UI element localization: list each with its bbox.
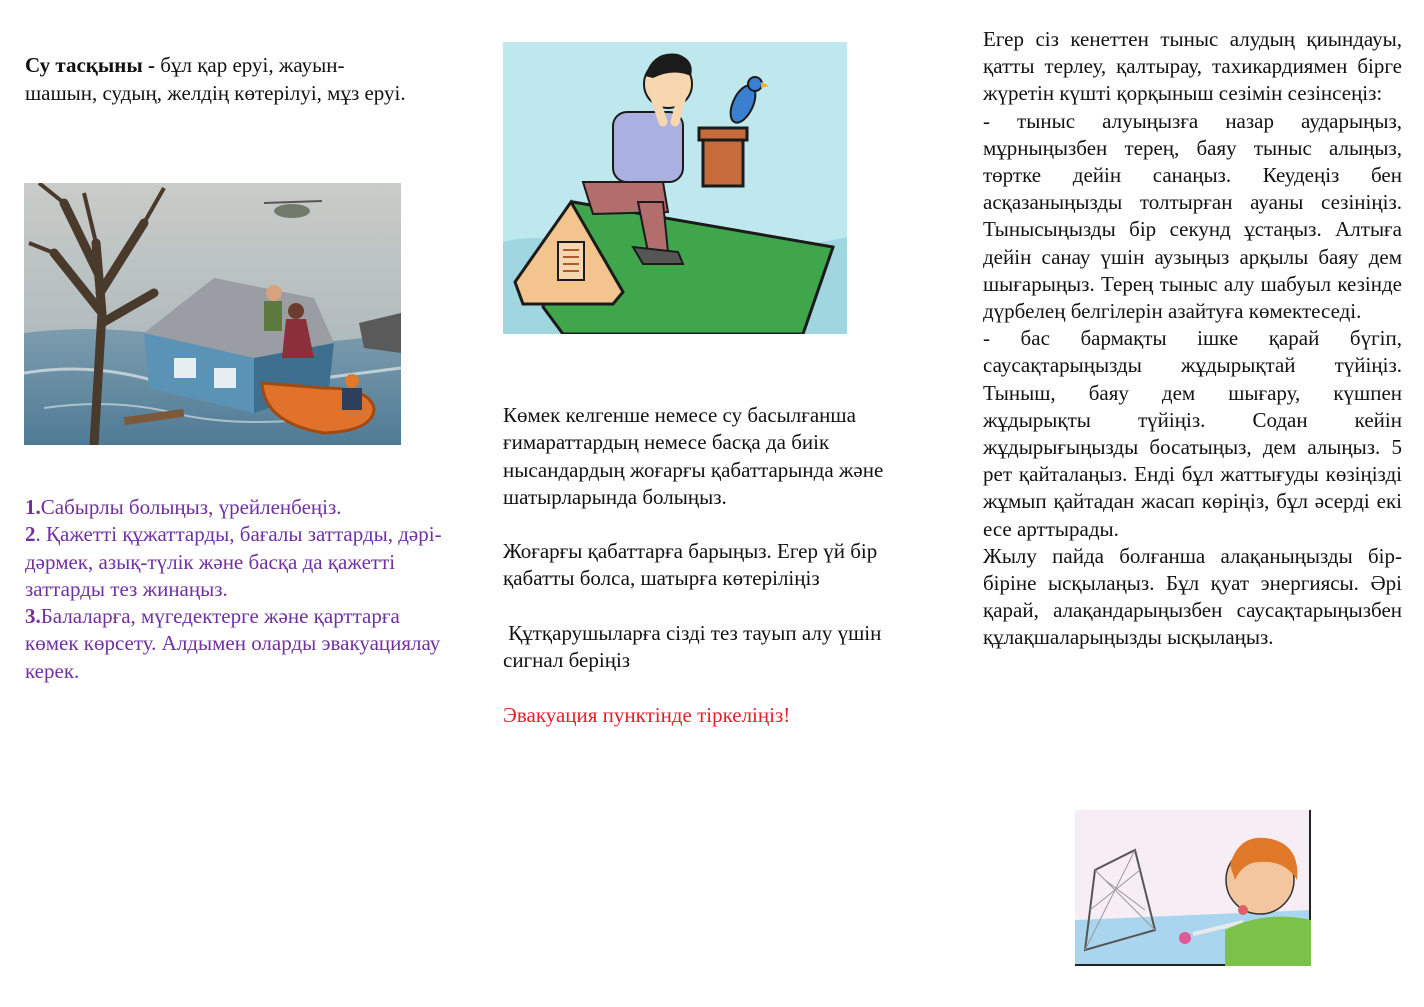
- flood-painting-icon: [24, 183, 401, 445]
- flood-term: Су тасқыны -: [25, 53, 156, 77]
- boy-blowing-ball-icon: [1075, 810, 1311, 966]
- advice-paragraph: - бас бармақты ішке қарай бүгіп, саусақтарыңызды жұдырықтай түйіңіз. Тыныш, баяу дем шығару, күшпен жұдырықты түйіңіз. Содан кейін жұдырығыңызды босатыңыз, дем алыңыз. 5 рет қайталаңыз. Енді бұл жаттығуды көзіңізді жұмып қайтадан жасап көріңіз, бұл әсерді екі есе арттырады.: [983, 326, 1402, 541]
- signal-rescuers-text: Құтқарушыларға сізді тез тауып алу үшін сигнал беріңіз: [503, 621, 887, 673]
- panic-advice: [983, 26, 1402, 652]
- list-item: 2. Қажетті құжаттарды, бағалы заттарды, дәрі-дәрмек, азық-түлік және басқа да қажетті заттарды тез жинаңыз.: [25, 522, 442, 601]
- list-item: 1.Сабырлы болыңыз, үрейленбеңіз.: [25, 495, 342, 519]
- stay-high-text: Көмек келгенше немесе су басылғанша ғимараттардың немесе басқа да биік нысандардың жоғарғы қабаттарында және шатырларында болыңыз.: [503, 403, 884, 509]
- advice-paragraph: - тыныс алуыңызға назар аударыңыз, мұрныңызбен терең, баяу тыныс алыңыз, төртке дейін санаңыз. Кеудеңіз бен асқазаныңызды толтырған ауаны сезініңіз. Тынысыңызды бір секунд ұстаңыз. Алтыға дейін санау үшін аузыңыз арқылы баяу дем шығарыңыз. Терең тыныс алу шабуыл кезінде дүрбелең белгілерін азайтуға көмектеседі.: [983, 108, 1402, 324]
- go-upstairs-text: Жоғарғы қабаттарға барыңыз. Егер үй бір қабатты болса, шатырға көтеріліңіз: [503, 539, 878, 591]
- flood-steps-list: [25, 494, 455, 685]
- register-evacuation-text: Эвакуация пунктінде тіркеліңіз!: [503, 703, 791, 727]
- flood-definition-text: бұл қар еруі, жауын-шашын, судың, желдің көтерілуі, мұз еруі.: [25, 53, 406, 105]
- flood-definition: [25, 52, 415, 107]
- advice-paragraph: Егер сіз кенеттен тыныс алудың қиындауы, қатты терлеу, қалтырау, тахикардиямен бірге жүретін күшті қорқыныш сезімін сезінсеңіз:: [983, 27, 1402, 106]
- advice-paragraph: Жылу пайда болғанша алақаныңызды бір-біріне ысқылаңыз. Бұл қуат энергиясы. Әрі қарай, алақандарыңызбен саусақтарыңызбен құлақшаларыңызды ысқылаңыз.: [983, 543, 1402, 650]
- man-on-roof-icon: [503, 42, 847, 334]
- list-item: 3.Балаларға, мүгедектерге және қарттарға көмек көрсету. Алдымен оларды эвакуациялау керек.: [25, 604, 441, 683]
